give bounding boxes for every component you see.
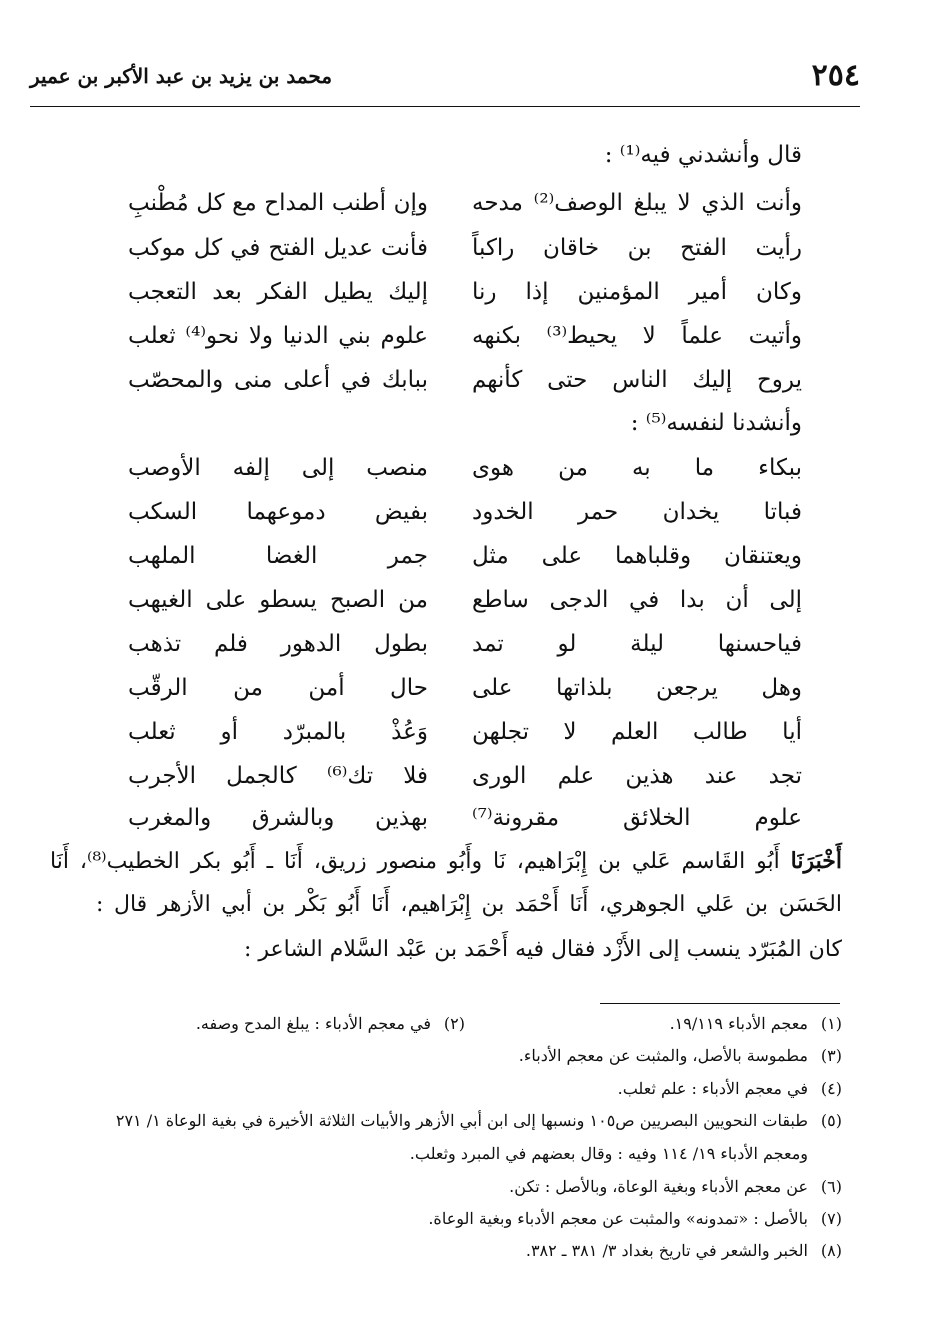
verse-hemistich: فباتا يخدان حمر الخدود [472,499,802,525]
verse-hemistich: وإن أطنب المداح مع كل مُطْنبِ [128,190,428,216]
verse-hemistich: رأيت الفتح بن خاقان راكباً [472,235,802,261]
footnote-text: في معجم الأدباء : يبلغ المدح وصفه. [195,1014,431,1033]
verse-hemistich: حال أمن من الرقّب [128,675,428,701]
verse-hemistich: علوم الخلائق مقرونة⁽⁷⁾ [472,805,802,831]
isnad-lead: أَخْبَرَنَا [790,848,842,874]
verse-hemistich: إلى أن بدا في الدجى ساطع [472,587,802,613]
poem1-intro: قال وأنشدني فيه⁽¹⁾ : [604,142,802,168]
footnote-number: (٨) [820,1241,842,1260]
verse-hemistich: ببكاء ما به من هوى [472,455,802,481]
footnote [618,1079,842,1100]
verse-hemistich: ويعتنقان وقلباهما على مثل [472,543,802,569]
footnote [526,1241,842,1262]
footnote [428,1209,842,1230]
footnote [116,1111,842,1132]
footnote [196,1014,465,1035]
footnote [410,1144,808,1165]
verse-hemistich: ببابك في أعلى منى والمحصّب [128,367,428,393]
verse-hemistich: منصب إلى إلفه الأوصب [128,455,428,481]
verse-hemistich: علوم بني الدنيا ولا نحو⁽⁴⁾ ثعلب [128,323,429,349]
footnote-text: بالأصل : «تمدونه» والمثبت عن معجم الأدباء وبغية الوعاة. [428,1209,808,1228]
footnote-text: مطموسة بالأصل، والمثبت عن معجم الأدباء. [518,1046,808,1065]
footnote-text: الخبر والشعر في تاريخ بغداد ٣/ ٣٨١ ـ ٣٨٢. [525,1241,808,1260]
footnote-text: عن معجم الأدباء وبغية الوعاة، وبالأصل : تكن. [509,1177,808,1196]
footnote [519,1046,842,1067]
footnote-divider [600,1003,840,1004]
verse-hemistich: بهذين وبالشرق والمغرب [128,805,428,831]
verse-hemistich: جمر الغضا الملهب [128,543,428,569]
verse-hemistich: بطول الدهور فلم تذهب [128,631,428,657]
prose-line: كان المُبَرّد ينسب إلى الأَزْد فقال فيه أَحْمَد بن عَبْد السَّلام الشاعر : [243,937,842,962]
footnote-number: (٣) [820,1046,842,1065]
verse-hemistich: وَعُذْ بالمبرّد أو ثعلب [128,719,428,745]
isnad-text: أَبُو القَاسم عَلي بن إِبْرَاهيم، نَا وأَبُو منصور زريق، أَنَا ـ أَبُو بكر الخطيب⁽⁸⁾، أَنَا [50,849,780,874]
verse-hemistich: فياحسنها ليلة لو تمد [472,631,802,657]
footnote-number: (٤) [820,1079,842,1098]
verse-hemistich: تجد عند هذين علم الورى [472,763,802,789]
verse-hemistich: فأنت عديل الفتح في كل موكب [128,235,428,261]
verse-hemistich: أيا طالب العلم لا تجلهن [472,719,802,745]
footnote-number: (١) [820,1014,842,1033]
footnote-number: (٢) [443,1014,465,1033]
footnote-text: معجم الأدباء ١٩/١١٩. [669,1014,808,1033]
verse-hemistich: من الصبح يسطو على الغيهب [128,587,428,613]
poem2-intro: وأنشدنا لنفسه⁽⁵⁾ : [630,410,802,436]
page-header [30,58,860,102]
verse-hemistich: فلا تك⁽⁶⁾ كالجمل الأجرب [128,763,428,789]
footnote-text: طبقات النحويين البصريين ص١٠٥ ونسبها إلى ابن أبي الأزهر والأبيات الثلاثة الأخيرة في بغية الوعاة ١/ ٢٧١ [115,1111,808,1130]
footnote [509,1177,842,1198]
prose-line: الحَسَن بن عَلي الجوهري، أَنَا أَحْمَد بن إِبْرَاهيم، أَنَا أَبُو بَكْر بن أبي الأزهر قال : [96,892,842,917]
footnote [670,1014,842,1035]
verse-hemistich: وكان أمير المؤمنين إذا رنا [472,279,802,305]
prose-line [50,848,842,875]
page-number: ٢٥٤ [811,58,860,93]
footnote-text: في معجم الأدباء : علم ثعلب. [617,1079,808,1098]
running-title: محمد بن يزيد بن عبد الأكبر بن عمير [30,64,333,88]
verse-hemistich: إليك يطيل الفكر بعد التعجب [128,279,428,305]
verse-hemistich: يروح إليك الناس حتى كأنهم [472,367,802,393]
verse-hemistich: وأنت الذي لا يبلغ الوصف⁽²⁾ مدحه [472,190,802,216]
verse-hemistich: وهل يرجعن بلذاتها على [472,675,802,701]
header-divider [30,106,860,107]
footnote-number: (٧) [820,1209,842,1228]
footnote-number: (٦) [820,1177,842,1196]
footnote-text: ومعجم الأدباء ١٩/ ١١٤ وفيه : وقال بعضهم في المبرد وثعلب. [409,1144,808,1163]
verse-hemistich: بفيض دموعهما السكب [128,499,428,525]
footnote-number: (٥) [820,1111,842,1130]
verse-hemistich: وأتيت علماً لا يحيط⁽³⁾ بكنهه [472,323,802,349]
